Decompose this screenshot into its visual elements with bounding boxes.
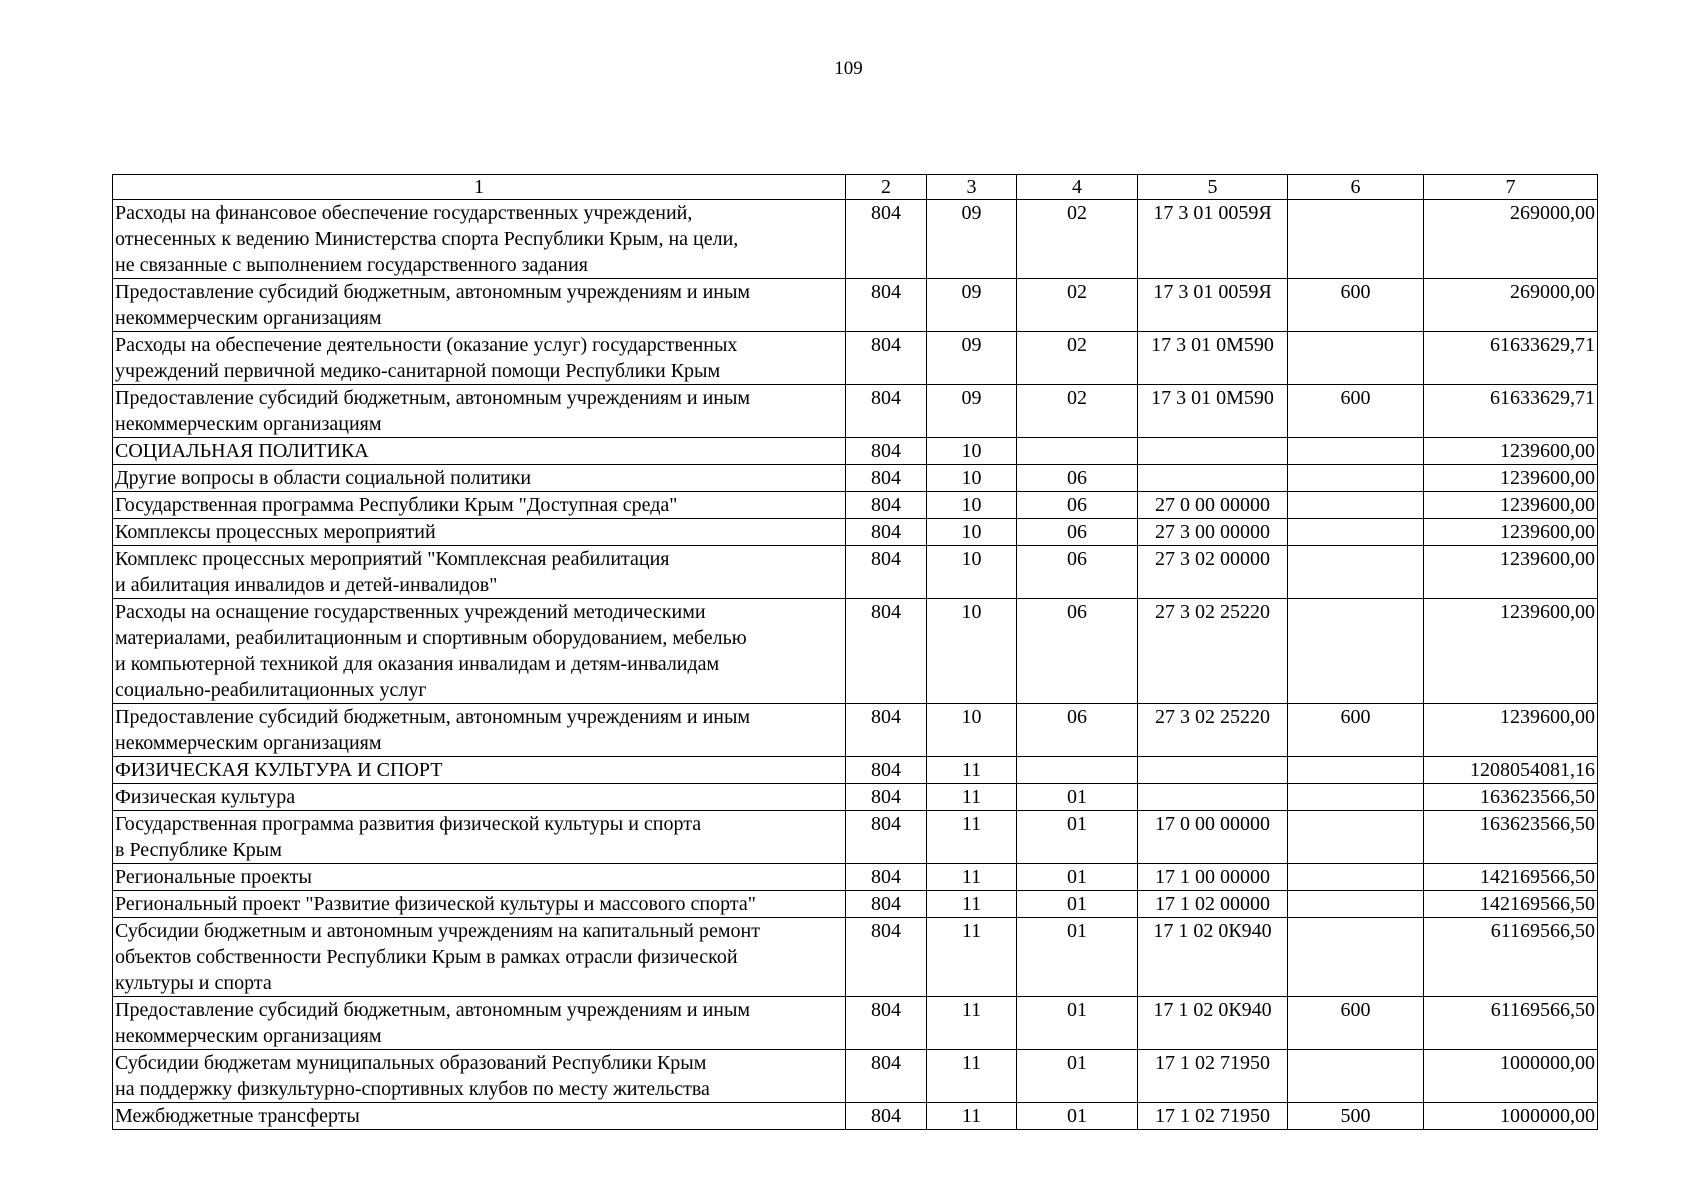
ministry-code-cell: 804 — [846, 385, 927, 438]
row-name-line: не связанные с выполнением государственного задания — [115, 254, 589, 276]
subsection-code-cell: 02 — [1017, 200, 1138, 279]
section-code-cell: 09 — [927, 332, 1017, 385]
column-header-2: 2 — [846, 175, 927, 200]
row-name-line: Предоставление субсидий бюджетным, автономным учреждениям и иным — [115, 999, 751, 1021]
ministry-code-cell: 804 — [846, 704, 927, 757]
amount-cell: 163623566,50 — [1424, 784, 1598, 811]
section-code-cell: 11 — [927, 784, 1017, 811]
amount-cell: 1239600,00 — [1424, 465, 1598, 492]
section-code-cell: 11 — [927, 811, 1017, 864]
subsection-code-cell: 06 — [1017, 704, 1138, 757]
row-name-cell — [113, 1050, 846, 1103]
column-header-7: 7 — [1424, 175, 1598, 200]
ministry-code-cell: 804 — [846, 438, 927, 465]
table-row — [113, 279, 1598, 332]
target-article-cell: 17 0 00 00000 — [1138, 811, 1288, 864]
section-code-cell: 09 — [927, 200, 1017, 279]
amount-cell: 61169566,50 — [1424, 997, 1598, 1050]
row-name-cell — [113, 997, 846, 1050]
row-name-cell — [113, 918, 846, 997]
table-body — [113, 200, 1598, 1130]
subsection-code-cell: 01 — [1017, 1103, 1138, 1130]
subsection-code-cell: 01 — [1017, 891, 1138, 918]
target-article-cell: 17 3 01 0059Я — [1138, 200, 1288, 279]
row-name-cell — [113, 438, 846, 465]
row-name-line: Комплексы процессных мероприятий — [115, 521, 436, 543]
target-article-cell: 17 3 01 0М590 — [1138, 385, 1288, 438]
subsection-code-cell: 02 — [1017, 385, 1138, 438]
row-name-line: Предоставление субсидий бюджетным, автономным учреждениям и иным — [115, 387, 751, 409]
table-row — [113, 704, 1598, 757]
section-code-cell: 10 — [927, 546, 1017, 599]
section-code-cell: 11 — [927, 1050, 1017, 1103]
subsection-code-cell: 06 — [1017, 519, 1138, 546]
ministry-code-cell: 804 — [846, 757, 927, 784]
amount-cell: 269000,00 — [1424, 279, 1598, 332]
row-name-cell — [113, 891, 846, 918]
row-name-line: Другие вопросы в области социальной политики — [115, 467, 532, 489]
expense-type-cell — [1288, 1050, 1424, 1103]
target-article-cell: 27 3 02 25220 — [1138, 704, 1288, 757]
amount-cell: 163623566,50 — [1424, 811, 1598, 864]
subsection-code-cell: 06 — [1017, 465, 1138, 492]
table-row — [113, 332, 1598, 385]
amount-cell: 1239600,00 — [1424, 492, 1598, 519]
table-row — [113, 864, 1598, 891]
row-name-line: отнесенных к ведению Министерства спорта Республики Крым, на цели, — [115, 228, 739, 250]
row-name-cell — [113, 599, 846, 704]
ministry-code-cell: 804 — [846, 279, 927, 332]
row-name-cell — [113, 279, 846, 332]
table-row — [113, 492, 1598, 519]
subsection-code-cell — [1017, 438, 1138, 465]
row-name-line: объектов собственности Республики Крым в рамках отрасли физической — [115, 946, 738, 968]
row-name-line: некоммерческим организациям — [115, 732, 382, 754]
expense-type-cell — [1288, 519, 1424, 546]
row-name-cell — [113, 784, 846, 811]
row-name-line: Комплекс процессных мероприятий "Комплексная реабилитация — [115, 548, 670, 570]
amount-cell: 61633629,71 — [1424, 332, 1598, 385]
amount-cell: 1208054081,16 — [1424, 757, 1598, 784]
expense-type-cell — [1288, 918, 1424, 997]
ministry-code-cell: 804 — [846, 811, 927, 864]
ministry-code-cell: 804 — [846, 864, 927, 891]
row-name-line: некоммерческим организациям — [115, 413, 382, 435]
section-code-cell: 10 — [927, 599, 1017, 704]
table-row — [113, 918, 1598, 997]
row-name-line: учреждений первичной медико-санитарной помощи Республики Крым — [115, 360, 721, 382]
expense-type-cell — [1288, 891, 1424, 918]
table-row — [113, 1103, 1598, 1130]
section-code-cell: 10 — [927, 519, 1017, 546]
page-number: 109 — [834, 58, 863, 79]
table-row — [113, 1050, 1598, 1103]
amount-cell: 1239600,00 — [1424, 704, 1598, 757]
table-header — [113, 175, 1598, 200]
expense-type-cell: 600 — [1288, 997, 1424, 1050]
expense-type-cell — [1288, 864, 1424, 891]
subsection-code-cell: 06 — [1017, 599, 1138, 704]
ministry-code-cell: 804 — [846, 997, 927, 1050]
table-row — [113, 546, 1598, 599]
expense-type-cell — [1288, 599, 1424, 704]
amount-cell: 1000000,00 — [1424, 1103, 1598, 1130]
subsection-code-cell: 02 — [1017, 279, 1138, 332]
row-name-line: культуры и спорта — [115, 972, 272, 994]
expense-type-cell — [1288, 811, 1424, 864]
subsection-code-cell: 01 — [1017, 811, 1138, 864]
expense-type-cell — [1288, 492, 1424, 519]
row-name-line: Государственная программа Республики Крым "Доступная среда" — [115, 494, 678, 516]
target-article-cell: 17 1 02 0К940 — [1138, 918, 1288, 997]
expense-type-cell — [1288, 465, 1424, 492]
row-name-cell — [113, 492, 846, 519]
table-row — [113, 997, 1598, 1050]
row-name-line: Предоставление субсидий бюджетным, автономным учреждениям и иным — [115, 706, 751, 728]
amount-cell: 1000000,00 — [1424, 1050, 1598, 1103]
expense-type-cell — [1288, 200, 1424, 279]
row-name-cell — [113, 332, 846, 385]
subsection-code-cell: 06 — [1017, 492, 1138, 519]
subsection-code-cell: 01 — [1017, 997, 1138, 1050]
target-article-cell — [1138, 757, 1288, 784]
table-row — [113, 757, 1598, 784]
ministry-code-cell: 804 — [846, 891, 927, 918]
expense-type-cell — [1288, 784, 1424, 811]
expense-type-cell: 600 — [1288, 279, 1424, 332]
row-name-line: в Республике Крым — [115, 839, 282, 861]
target-article-cell: 27 3 02 25220 — [1138, 599, 1288, 704]
row-name-cell — [113, 465, 846, 492]
row-name-cell — [113, 385, 846, 438]
section-code-cell: 10 — [927, 465, 1017, 492]
row-name-cell — [113, 200, 846, 279]
row-name-line: некоммерческим организациям — [115, 1025, 382, 1047]
amount-cell: 1239600,00 — [1424, 599, 1598, 704]
row-name-line: социально-реабилитационных услуг — [115, 679, 427, 701]
ministry-code-cell: 804 — [846, 1050, 927, 1103]
expense-type-cell — [1288, 438, 1424, 465]
amount-cell: 269000,00 — [1424, 200, 1598, 279]
row-name-cell — [113, 1103, 846, 1130]
table-row — [113, 385, 1598, 438]
subsection-code-cell: 06 — [1017, 546, 1138, 599]
target-article-cell: 27 3 02 00000 — [1138, 546, 1288, 599]
row-name-cell — [113, 704, 846, 757]
target-article-cell: 27 3 00 00000 — [1138, 519, 1288, 546]
row-name-line: и абилитация инвалидов и детей-инвалидов" — [115, 574, 498, 596]
section-code-cell: 11 — [927, 891, 1017, 918]
column-header-3: 3 — [927, 175, 1017, 200]
expense-type-cell — [1288, 332, 1424, 385]
amount-cell: 61169566,50 — [1424, 918, 1598, 997]
ministry-code-cell: 804 — [846, 918, 927, 997]
section-code-cell: 09 — [927, 279, 1017, 332]
amount-cell: 1239600,00 — [1424, 438, 1598, 465]
subsection-code-cell: 01 — [1017, 1050, 1138, 1103]
row-name-line: ФИЗИЧЕСКАЯ КУЛЬТУРА И СПОРТ — [115, 759, 443, 781]
ministry-code-cell: 804 — [846, 519, 927, 546]
section-code-cell: 11 — [927, 864, 1017, 891]
section-code-cell: 11 — [927, 918, 1017, 997]
column-header-6: 6 — [1288, 175, 1424, 200]
target-article-cell: 17 1 02 71950 — [1138, 1103, 1288, 1130]
section-code-cell: 10 — [927, 492, 1017, 519]
table-row — [113, 599, 1598, 704]
header-row — [113, 175, 1598, 200]
amount-cell: 61633629,71 — [1424, 385, 1598, 438]
table-row — [113, 784, 1598, 811]
expense-type-cell: 600 — [1288, 385, 1424, 438]
row-name-line: Физическая культура — [115, 786, 296, 808]
amount-cell: 142169566,50 — [1424, 891, 1598, 918]
expense-type-cell — [1288, 546, 1424, 599]
budget-table — [112, 174, 1598, 1130]
ministry-code-cell: 804 — [846, 200, 927, 279]
target-article-cell: 17 1 00 00000 — [1138, 864, 1288, 891]
section-code-cell: 10 — [927, 438, 1017, 465]
target-article-cell: 17 3 01 0М590 — [1138, 332, 1288, 385]
target-article-cell: 17 1 02 0К940 — [1138, 997, 1288, 1050]
section-code-cell: 09 — [927, 385, 1017, 438]
amount-cell: 1239600,00 — [1424, 519, 1598, 546]
row-name-line: Расходы на обеспечение деятельности (оказание услуг) государственных — [115, 334, 738, 356]
ministry-code-cell: 804 — [846, 465, 927, 492]
ministry-code-cell: 804 — [846, 599, 927, 704]
expense-type-cell: 500 — [1288, 1103, 1424, 1130]
row-name-line: Предоставление субсидий бюджетным, автономным учреждениям и иным — [115, 281, 751, 303]
row-name-cell — [113, 519, 846, 546]
row-name-line: Региональный проект "Развитие физической культуры и массового спорта" — [115, 893, 756, 915]
ministry-code-cell: 804 — [846, 332, 927, 385]
target-article-cell — [1138, 465, 1288, 492]
table-row — [113, 519, 1598, 546]
amount-cell: 1239600,00 — [1424, 546, 1598, 599]
row-name-line: Государственная программа развития физической культуры и спорта — [115, 813, 702, 835]
row-name-line: Субсидии бюджетным и автономным учреждениям на капитальный ремонт — [115, 920, 760, 942]
subsection-code-cell: 01 — [1017, 784, 1138, 811]
section-code-cell: 11 — [927, 757, 1017, 784]
row-name-line: и компьютерной техникой для оказания инвалидам и детям-инвалидам — [115, 653, 720, 675]
target-article-cell — [1138, 784, 1288, 811]
table-row — [113, 200, 1598, 279]
row-name-line: материалами, реабилитационным и спортивным оборудованием, мебелью — [115, 627, 747, 649]
subsection-code-cell — [1017, 757, 1138, 784]
row-name-line: Субсидии бюджетам муниципальных образований Республики Крым — [115, 1052, 707, 1074]
column-header-5: 5 — [1138, 175, 1288, 200]
subsection-code-cell: 01 — [1017, 918, 1138, 997]
ministry-code-cell: 804 — [846, 784, 927, 811]
row-name-cell — [113, 757, 846, 784]
target-article-cell: 17 3 01 0059Я — [1138, 279, 1288, 332]
expense-type-cell — [1288, 757, 1424, 784]
row-name-line: Межбюджетные трансферты — [115, 1105, 360, 1127]
ministry-code-cell: 804 — [846, 492, 927, 519]
amount-cell: 142169566,50 — [1424, 864, 1598, 891]
table-row — [113, 891, 1598, 918]
table-row — [113, 465, 1598, 492]
row-name-line: СОЦИАЛЬНАЯ ПОЛИТИКА — [115, 440, 369, 462]
section-code-cell: 11 — [927, 997, 1017, 1050]
column-header-4: 4 — [1017, 175, 1138, 200]
subsection-code-cell: 01 — [1017, 864, 1138, 891]
section-code-cell: 11 — [927, 1103, 1017, 1130]
target-article-cell: 27 0 00 00000 — [1138, 492, 1288, 519]
target-article-cell — [1138, 438, 1288, 465]
table-row — [113, 438, 1598, 465]
row-name-line: Расходы на оснащение государственных учреждений методическими — [115, 601, 706, 623]
ministry-code-cell: 804 — [846, 546, 927, 599]
row-name-line: некоммерческим организациям — [115, 307, 382, 329]
subsection-code-cell: 02 — [1017, 332, 1138, 385]
row-name-line: на поддержку физкультурно-спортивных клубов по месту жительства — [115, 1078, 710, 1100]
target-article-cell: 17 1 02 00000 — [1138, 891, 1288, 918]
ministry-code-cell: 804 — [846, 1103, 927, 1130]
row-name-line: Расходы на финансовое обеспечение государственных учреждений, — [115, 202, 693, 224]
row-name-cell — [113, 546, 846, 599]
row-name-cell — [113, 864, 846, 891]
expense-type-cell: 600 — [1288, 704, 1424, 757]
section-code-cell: 10 — [927, 704, 1017, 757]
target-article-cell: 17 1 02 71950 — [1138, 1050, 1288, 1103]
table-row — [113, 811, 1598, 864]
row-name-cell — [113, 811, 846, 864]
row-name-line: Региональные проекты — [115, 866, 312, 888]
column-header-1: 1 — [113, 175, 846, 200]
